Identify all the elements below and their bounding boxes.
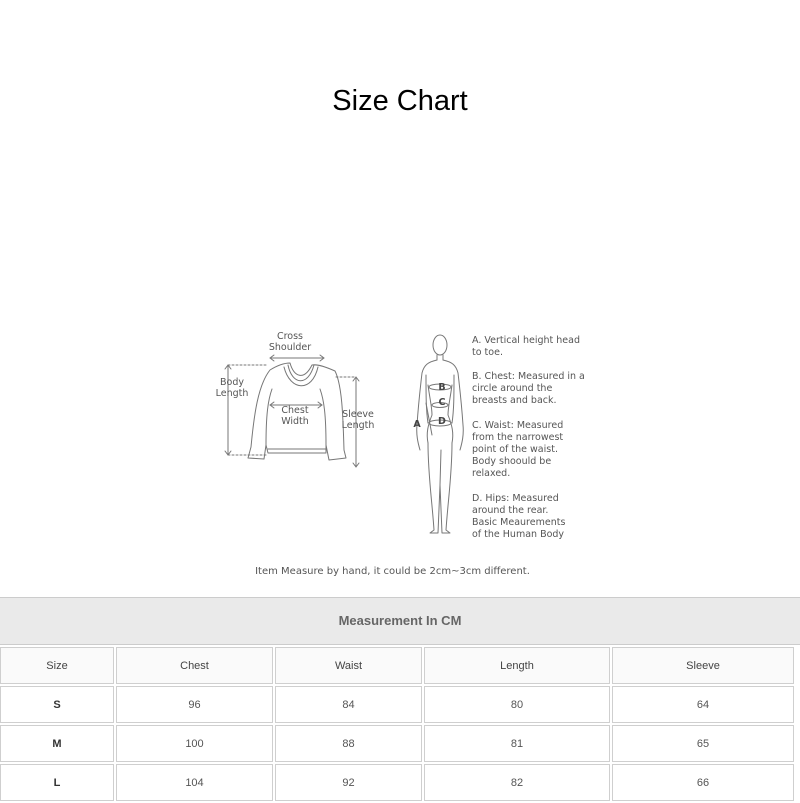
waist-cell: 84 — [275, 686, 422, 723]
table-row — [0, 686, 794, 723]
sleeve-cell: 65 — [612, 725, 794, 762]
chest-cell: 104 — [116, 764, 273, 801]
size-cell: S — [0, 686, 114, 723]
legend-item-c: C. Waist: Measured from the narrowest point of the waist. Body shoould be relaxed. — [472, 420, 564, 479]
header-sleeve: Sleeve — [612, 647, 794, 684]
size-cell: L — [0, 764, 114, 801]
table-caption: Measurement In CM — [0, 597, 800, 645]
chest-width-label: Chest Width — [281, 405, 309, 427]
marker-c: C — [438, 397, 446, 408]
measurement-diagram — [0, 325, 800, 585]
chest-cell: 100 — [116, 725, 273, 762]
human-body-figure — [417, 335, 464, 533]
header-size: Size — [0, 647, 114, 684]
length-cell: 81 — [424, 725, 610, 762]
chest-cell: 96 — [116, 686, 273, 723]
table-header-row — [0, 647, 794, 684]
size-grid — [0, 645, 796, 803]
page-title: Size Chart — [332, 85, 468, 117]
legend-item-b: B. Chest: Measured in a circle around the breasts and back. — [472, 371, 585, 406]
marker-b: B — [438, 382, 446, 393]
garment-and-body-illustration — [0, 325, 800, 585]
cross-shoulder-label: Cross Shoulder — [268, 331, 312, 353]
legend-item-d: D. Hips: Measured around the rear. Basic Meaurements of the Human Body — [472, 493, 566, 540]
waist-cell: 88 — [275, 725, 422, 762]
marker-a: A — [413, 419, 421, 430]
body-length-label: Body Length — [215, 377, 249, 399]
length-cell: 80 — [424, 686, 610, 723]
table-row — [0, 725, 794, 762]
waist-cell: 92 — [275, 764, 422, 801]
table-row — [0, 764, 794, 801]
header-chest: Chest — [116, 647, 273, 684]
marker-d: D — [438, 416, 446, 427]
length-cell: 82 — [424, 764, 610, 801]
header-length: Length — [424, 647, 610, 684]
sleeve-length-label: Sleeve Length — [341, 409, 375, 431]
sleeve-cell: 64 — [612, 686, 794, 723]
header-waist: Waist — [275, 647, 422, 684]
sleeve-cell: 66 — [612, 764, 794, 801]
size-cell: M — [0, 725, 114, 762]
measurement-note: Item Measure by hand, it could be 2cm~3cm different. — [255, 566, 530, 577]
legend-item-a: A. Vertical height head to toe. — [472, 335, 580, 358]
size-table — [0, 597, 800, 800]
